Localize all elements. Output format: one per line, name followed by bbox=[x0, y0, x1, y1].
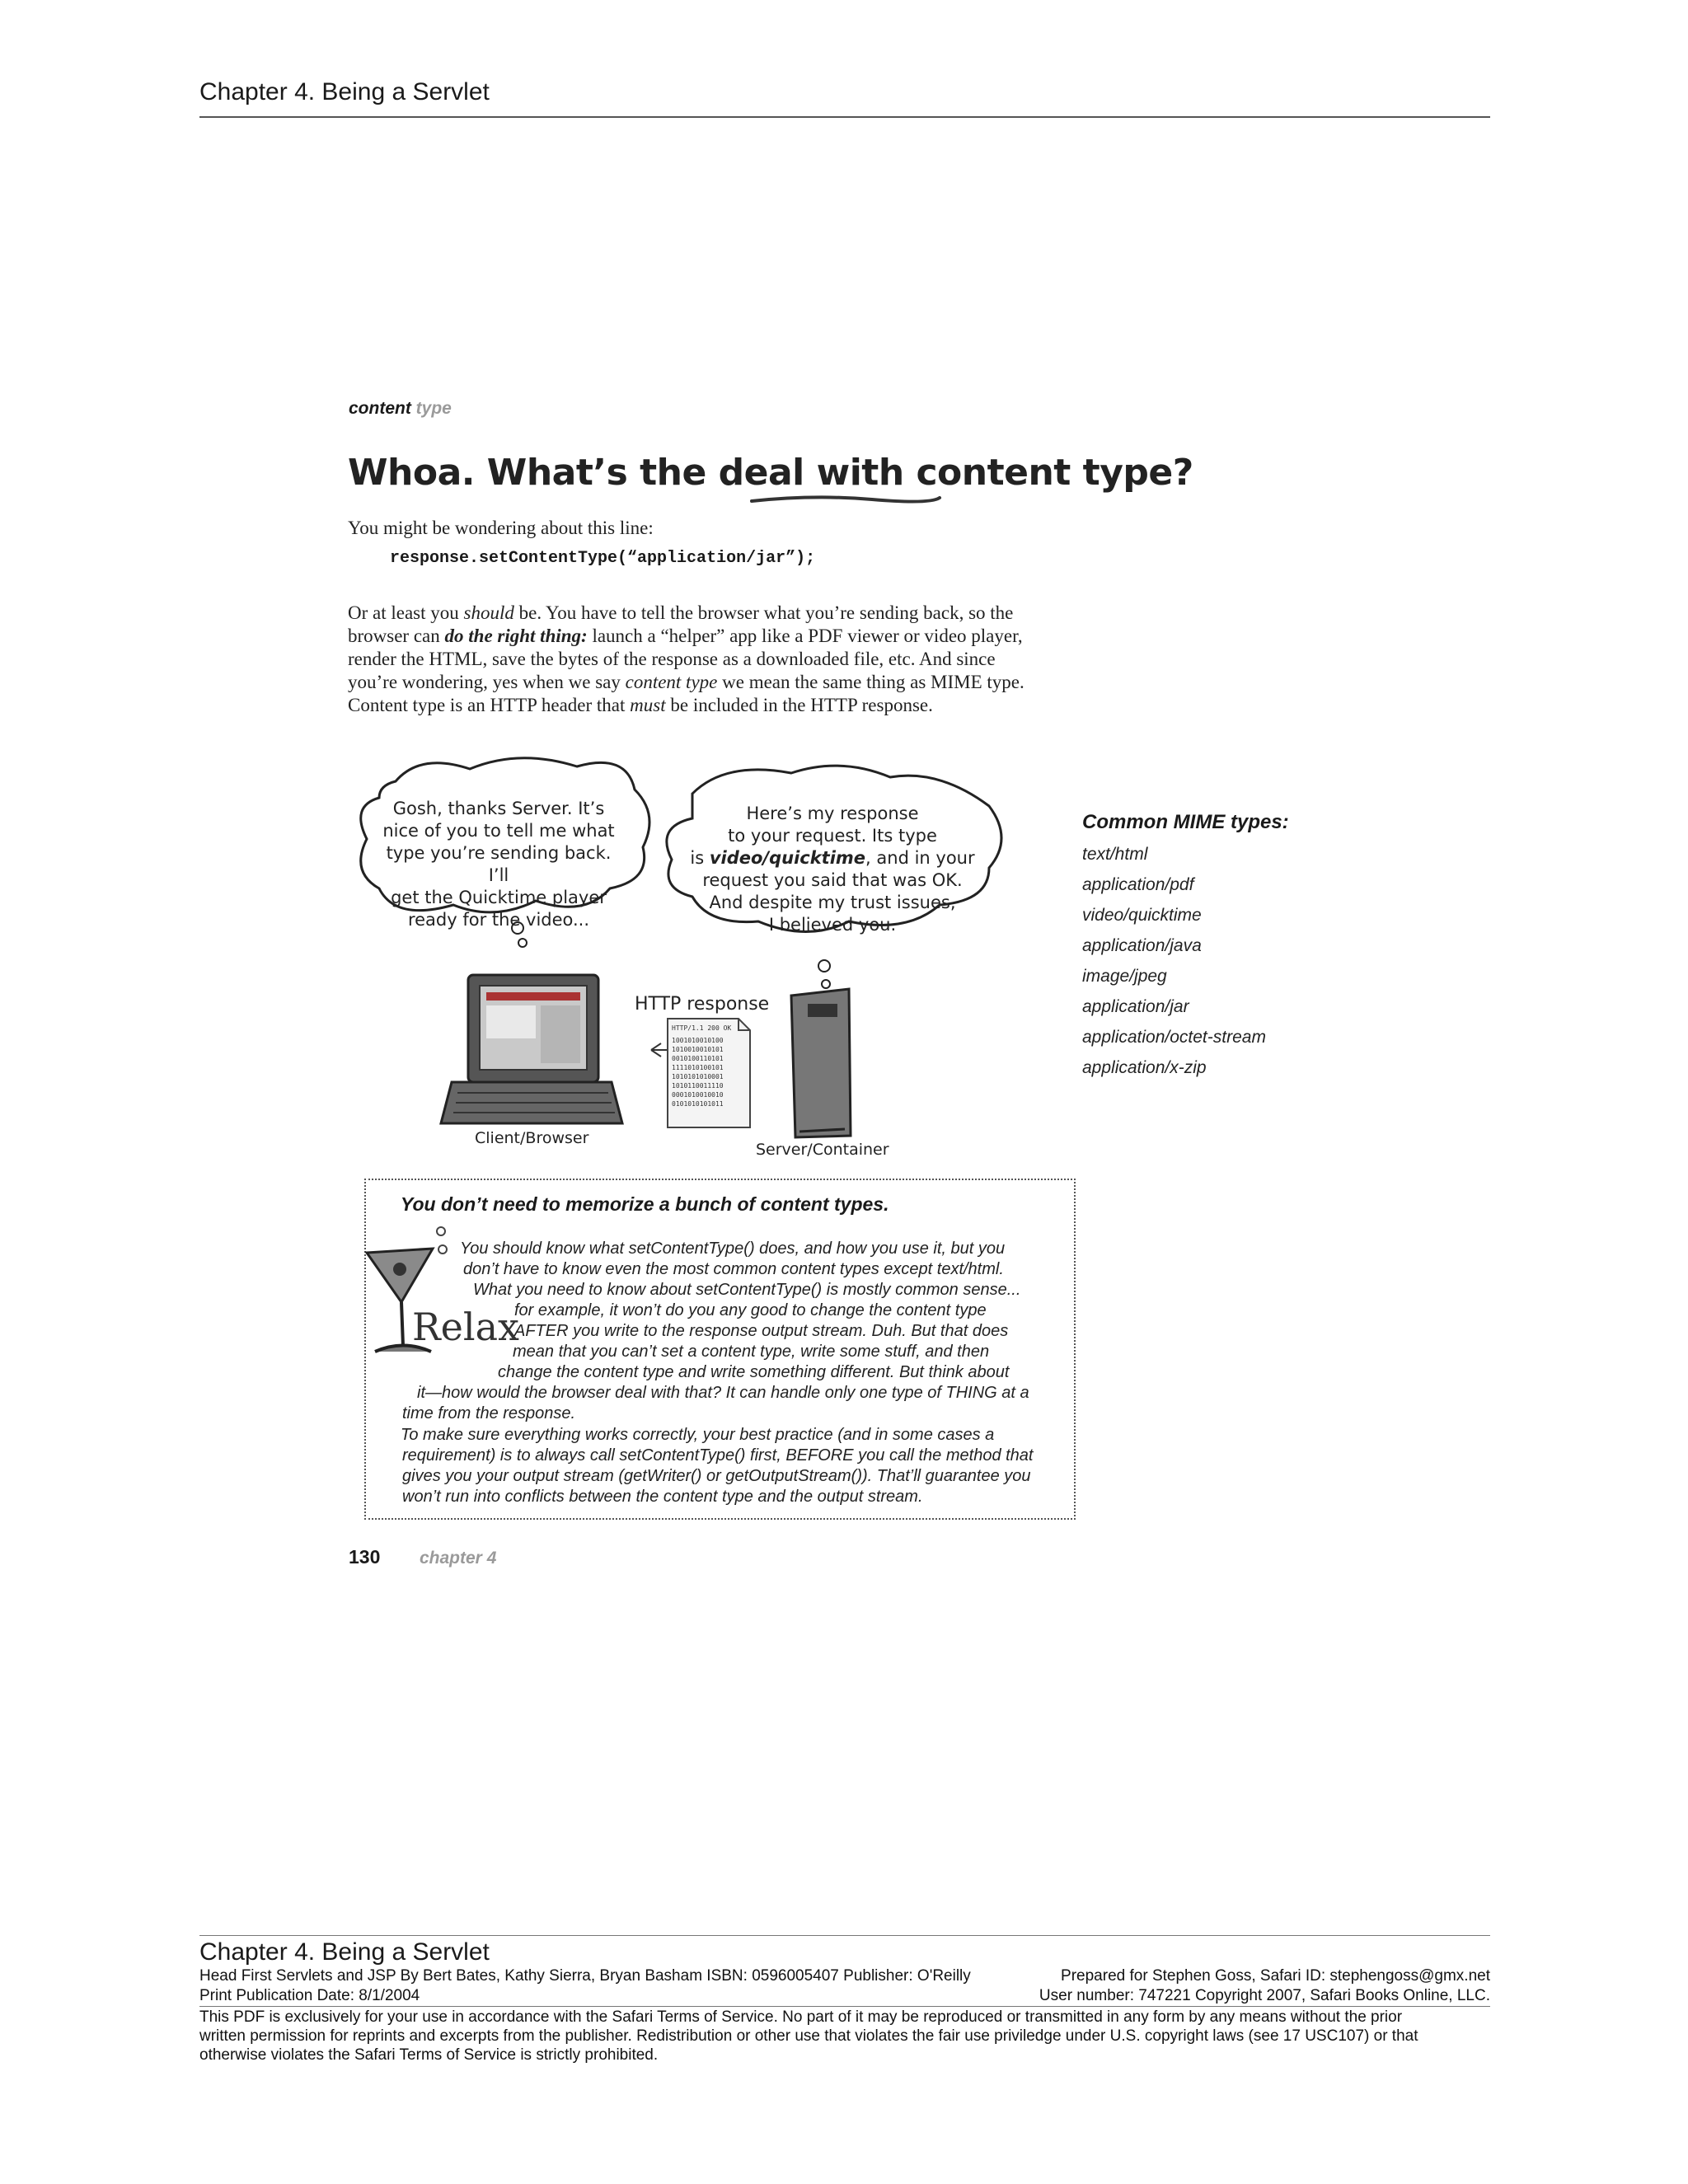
section-tag bbox=[349, 399, 452, 419]
section-tag-bold: content bbox=[349, 399, 411, 418]
client-browser-label: Client/Browser bbox=[475, 1129, 589, 1147]
http-response-label: HTTP response bbox=[635, 994, 770, 1015]
mime-type-item: application/jar bbox=[1082, 997, 1189, 1016]
page-heading bbox=[348, 452, 1193, 494]
laptop-icon bbox=[441, 975, 622, 1123]
relax-line: it—how would the browser deal with that? It can handle only one type of THING at a bbox=[417, 1384, 1029, 1402]
footer-divider-2 bbox=[199, 2006, 1490, 2007]
footer-user-number: User number: 747221 Copyright 2007, Safari Books Online, LLC. bbox=[1039, 1987, 1490, 2004]
http-document-content: HTTP/1.1 200 OK 1001010010100 1010010010101 0010100110101 1111010100101 1010101010001 1010110011110 0001010010010 0101010101011 bbox=[672, 1024, 732, 1108]
relax-line: for example, it won’t do you any good to change the content type bbox=[514, 1301, 987, 1319]
doc-status-line: HTTP/1.1 200 OK bbox=[672, 1024, 732, 1032]
relax-line: gives you your output stream (getWriter() or getOutputStream()). That’ll guarantee you bbox=[402, 1467, 1031, 1485]
paragraph-line: you’re wondering, yes when we say content type we mean the same thing as MIME type. bbox=[348, 672, 1025, 692]
relax-line: time from the response. bbox=[402, 1404, 576, 1422]
server-container-label: Server/Container bbox=[756, 1141, 889, 1159]
mime-types-title: Common MIME types: bbox=[1082, 811, 1289, 833]
server-bubble-text: Here’s my response to your request. Its type is video/quicktime, and in your request you said that was OK. And despite my trust issues, I believed you. bbox=[690, 804, 975, 935]
relax-line: requirement) is to always call setContentType() first, BEFORE you call the method that bbox=[402, 1446, 1034, 1465]
relax-line: mean that you can’t set a content type, write some stuff, and then bbox=[513, 1343, 990, 1361]
relax-line: To make sure everything works correctly, your best practice (and in some cases a bbox=[401, 1426, 995, 1444]
mime-type-item: application/x-zip bbox=[1082, 1058, 1207, 1077]
relax-line: change the content type and write something different. But think about bbox=[498, 1363, 1010, 1381]
mime-type-item: application/pdf bbox=[1082, 875, 1194, 894]
relax-line: You should know what setContentType() does, and how you use it, but you bbox=[460, 1240, 1006, 1258]
section-tag-light: type bbox=[415, 399, 452, 418]
page-footer-chapter: chapter 4 bbox=[420, 1549, 497, 1568]
relax-logo-word: Relax bbox=[412, 1305, 519, 1349]
paragraph-line: browser can do the right thing: launch a “helper” app like a PDF viewer or video player, bbox=[348, 626, 1023, 646]
header-divider bbox=[199, 116, 1490, 118]
heading-underline-stroke bbox=[748, 493, 946, 506]
code-line: response.setContentType(“application/jar”); bbox=[390, 549, 816, 568]
paragraph-line: Content type is an HTTP header that must be included in the HTTP response. bbox=[348, 695, 933, 715]
content-type-paragraph bbox=[348, 602, 1090, 717]
footer-prepared-for: Prepared for Stephen Goss, Safari ID: stephengoss@gmx.net bbox=[1061, 1967, 1490, 1985]
mime-type-item: video/quicktime bbox=[1082, 906, 1202, 925]
intro-text: You might be wondering about this line: bbox=[348, 518, 654, 538]
relax-line: don’t have to know even the most common content types except text/html. bbox=[463, 1260, 1004, 1278]
footer-publication-date: Print Publication Date: 8/1/2004 bbox=[199, 1987, 420, 2004]
server-tower-icon bbox=[791, 989, 851, 1137]
mime-type-item: application/java bbox=[1082, 936, 1202, 955]
relax-line: What you need to know about setContentType() is mostly common sense... bbox=[473, 1281, 1021, 1299]
paragraph-line: Or at least you should be. You have to tell the browser what you’re sending back, so the bbox=[348, 602, 1014, 623]
footer-legal-text: This PDF is exclusively for your use in accordance with the Safari Terms of Service. No part of it may be reproduced or transmitted in any form by any means without the prior written permission for reprints and excerpts from the publisher. Redistribution or other use that violates the fair use priviledge under U.S. copyright laws (see 17 USC107) or that otherwise violates the Safari Terms of Service is strictly prohibited. bbox=[199, 2008, 1418, 2064]
mime-type-item: image/jpeg bbox=[1082, 967, 1167, 986]
paragraph-line: render the HTML, save the bytes of the response as a downloaded file, etc. And since bbox=[348, 649, 996, 669]
footer-chapter-title: Chapter 4. Being a Servlet bbox=[199, 1938, 490, 1966]
heading-underlined: content type? bbox=[916, 452, 1193, 494]
page-number: 130 bbox=[349, 1546, 381, 1568]
relax-title: You don’t need to memorize a bunch of content types. bbox=[401, 1193, 889, 1215]
chapter-header-title: Chapter 4. Being a Servlet bbox=[199, 78, 490, 105]
mime-type-item: application/octet-stream bbox=[1082, 1028, 1266, 1047]
heading-prefix: Whoa. What’s the deal with bbox=[348, 452, 917, 494]
mime-type-item: text/html bbox=[1082, 845, 1148, 864]
relax-line: AFTER you write to the response output stream. Duh. But that does bbox=[514, 1322, 1009, 1340]
footer-divider bbox=[199, 1935, 1490, 1936]
footer-book-line: Head First Servlets and JSP By Bert Bates, Kathy Sierra, Bryan Basham ISBN: 0596005407 Publisher: O'Reilly bbox=[199, 1967, 971, 1985]
relax-line: won’t run into conflicts between the content type and the output stream. bbox=[402, 1488, 923, 1506]
client-bubble-text: Gosh, thanks Server. It’s nice of you to tell me what type you’re sending back. I’ll get the Quicktime player ready for the video... bbox=[382, 799, 615, 930]
